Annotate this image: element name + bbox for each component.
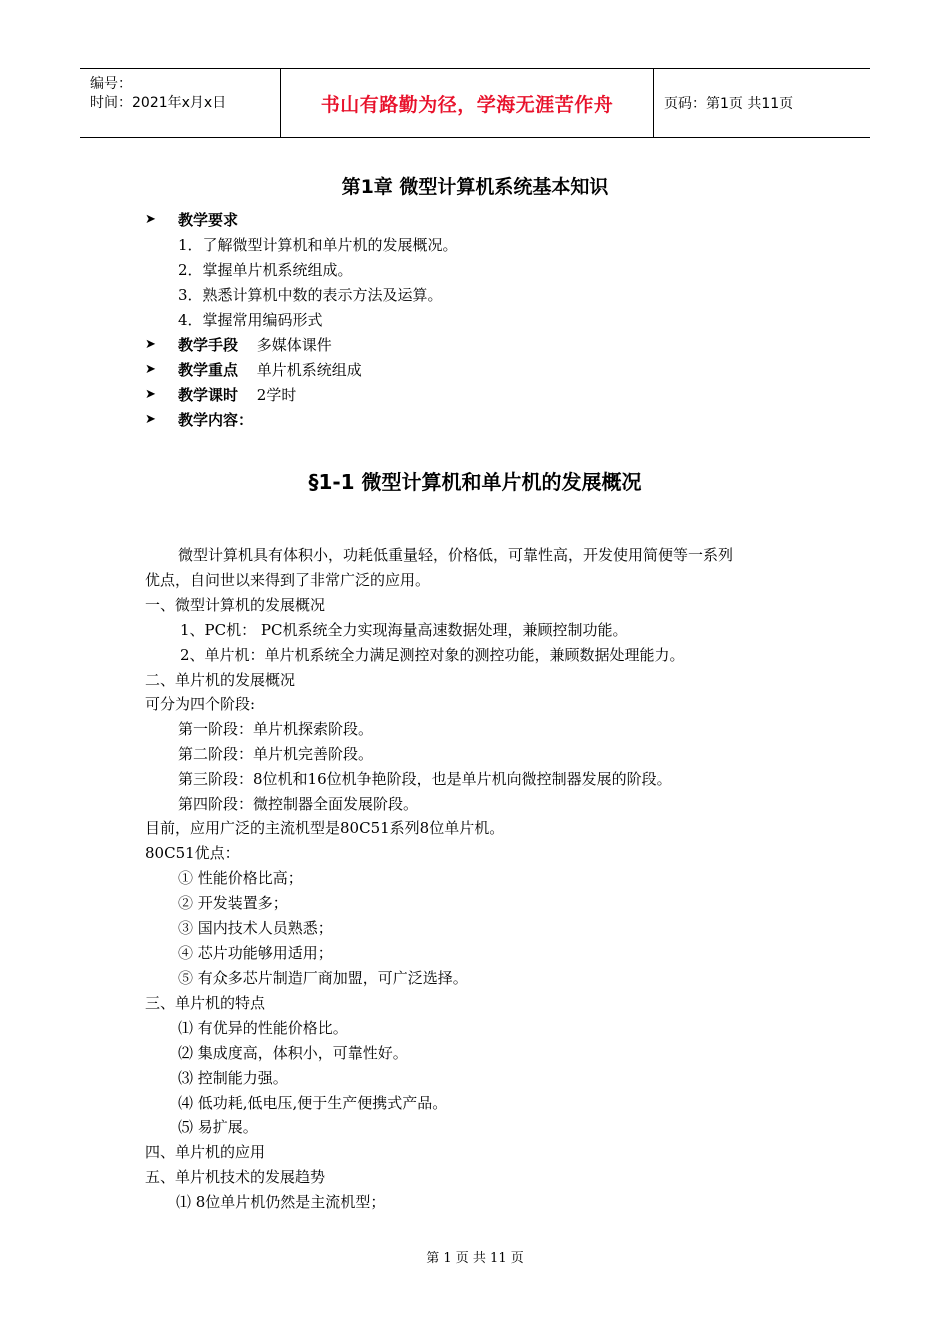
list-item: 1、PC机： PC机系统全力实现海量高速数据处理，兼顾控制功能。 <box>180 621 628 639</box>
list-item: ⑴ 有优异的性能价格比。 <box>178 1019 348 1037</box>
means-value: 多媒体课件 <box>256 336 332 354</box>
hours-value: 2学时 <box>256 386 297 404</box>
section-heading: 五、单片机技术的发展趋势 <box>145 1168 326 1186</box>
list-item: 第三阶段：8位机和16位机争艳阶段，也是单片机向微控制器发展的阶段。 <box>178 770 672 788</box>
time-label: 时间：2021年x月x日 <box>90 95 227 111</box>
list-item: ⑤ 有众多芯片制造厂商加盟，可广泛选择。 <box>178 969 468 987</box>
section-title: §1-1 微型计算机和单片机的发展概况 <box>308 470 642 494</box>
section-heading: 四、单片机的应用 <box>145 1143 266 1161</box>
paragraph: 目前，应用广泛的主流机型是80C51系列8位单片机。 <box>145 819 505 837</box>
arrow-icon: ➤ <box>145 412 156 427</box>
focus-label: 教学重点 <box>178 361 239 379</box>
list-item: ⑴ 8位单片机仍然是主流机型； <box>176 1193 386 1211</box>
requirement-item: 1．了解微型计算机和单片机的发展概况。 <box>178 236 458 254</box>
intro-line: 微型计算机具有体积小，功耗低重量轻，价格低，可靠性高，开发使用简便等一系列 <box>178 546 734 564</box>
hours-label: 教学课时 <box>178 386 239 404</box>
intro-line: 优点，自问世以来得到了非常广泛的应用。 <box>145 571 431 589</box>
requirement-item: 2．掌握单片机系统组成。 <box>178 261 353 279</box>
hours-row <box>178 385 296 405</box>
focus-value: 单片机系统组成 <box>256 361 362 379</box>
list-item: ⑶ 控制能力强。 <box>178 1069 288 1087</box>
paragraph: 可分为四个阶段: <box>145 695 256 713</box>
header-meta <box>80 69 281 137</box>
list-item: 第四阶段：微控制器全面发展阶段。 <box>178 795 419 813</box>
means-label: 教学手段 <box>178 336 239 354</box>
list-item: 第一阶段：单片机探索阶段。 <box>178 720 374 738</box>
arrow-icon: ➤ <box>145 212 156 227</box>
requirements-label: 教学要求 <box>178 211 239 229</box>
requirement-item: 3．熟悉计算机中数的表示方法及运算。 <box>178 286 443 304</box>
list-item: ② 开发装置多； <box>178 894 288 912</box>
list-item: ⑸ 易扩展。 <box>178 1118 258 1136</box>
list-item: ③ 国内技术人员熟悉； <box>178 919 333 937</box>
page-footer: 第 1 页 共 11 页 <box>426 1251 524 1266</box>
serial-label: 编号： <box>90 76 132 92</box>
arrow-icon: ➤ <box>145 337 156 352</box>
arrow-icon: ➤ <box>145 362 156 377</box>
document-header <box>80 68 870 138</box>
chapter-title: 第1章 微型计算机系统基本知识 <box>341 176 609 198</box>
header-motto: 书山有路勤为径，学海无涯苦作舟 <box>281 69 654 137</box>
list-item: ① 性能价格比高； <box>178 869 303 887</box>
list-item: ④ 芯片功能够用适用； <box>178 944 333 962</box>
content-label: 教学内容： <box>178 411 254 429</box>
list-item: ⑵ 集成度高，体积小，可靠性好。 <box>178 1044 408 1062</box>
focus-row <box>178 360 362 380</box>
list-item: 2、单片机：单片机系统全力满足测控对象的测控功能，兼顾数据处理能力。 <box>180 646 685 664</box>
section-heading: 三、单片机的特点 <box>145 994 266 1012</box>
header-page-info: 页码：第1页 共11页 <box>664 96 794 112</box>
means-row <box>178 335 332 355</box>
section-heading: 一、微型计算机的发展概况 <box>145 596 326 614</box>
paragraph: 80C51优点： <box>145 844 240 862</box>
requirement-item: 4．掌握常用编码形式 <box>178 311 323 329</box>
arrow-icon: ➤ <box>145 387 156 402</box>
section-heading: 二、单片机的发展概况 <box>145 671 296 689</box>
list-item: ⑷ 低功耗,低电压,便于生产便携式产品。 <box>178 1094 448 1112</box>
list-item: 第二阶段：单片机完善阶段。 <box>178 745 374 763</box>
